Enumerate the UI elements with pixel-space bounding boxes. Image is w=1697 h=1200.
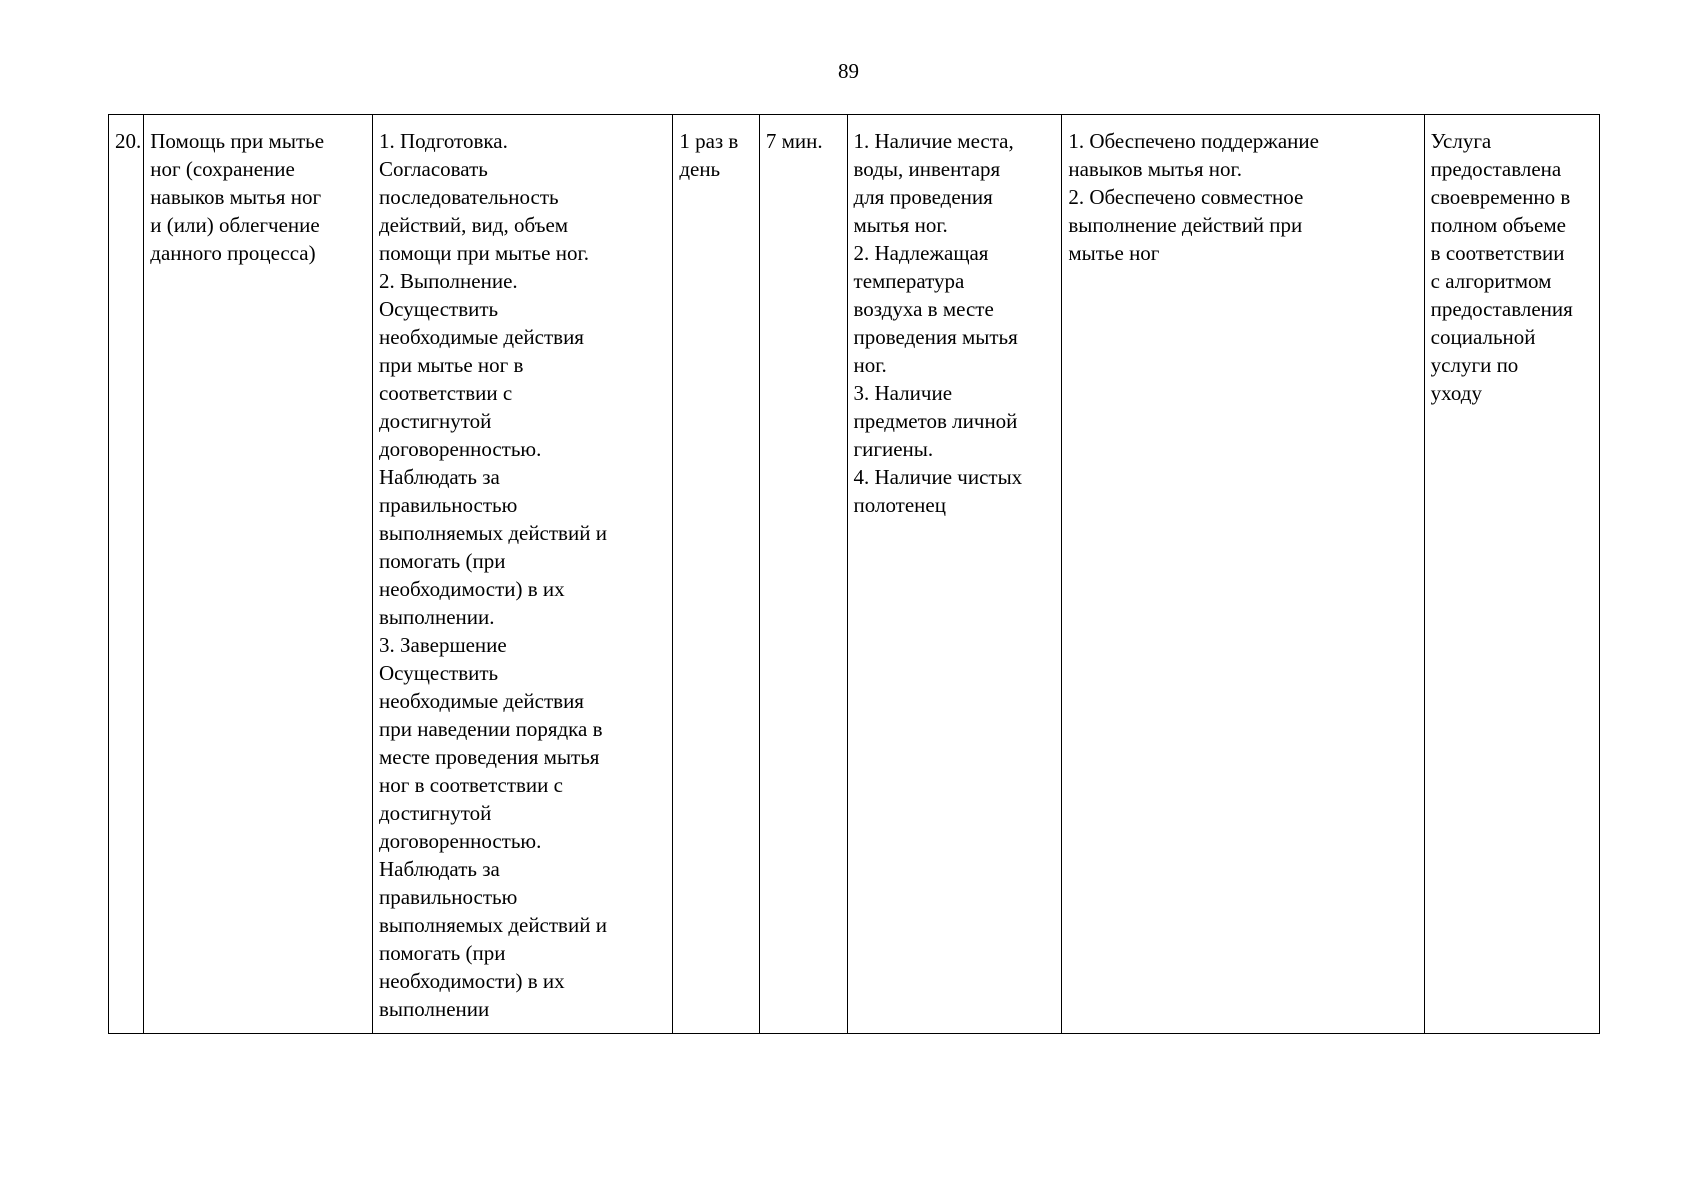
- actions-cell: [372, 115, 672, 1034]
- cell-text-line: гигиены.: [853, 437, 934, 461]
- cell-text-line: температура: [853, 269, 965, 293]
- cell-text-line: Согласовать: [378, 157, 488, 181]
- result-cell: [1062, 115, 1424, 1034]
- cell-text-line: при наведении порядка в: [378, 717, 603, 741]
- cell-text-line: договоренностью.: [378, 437, 542, 461]
- cell-text-line: навыков мытья ног.: [1068, 157, 1243, 181]
- frequency-cell: [673, 115, 760, 1034]
- cell-text-line: Осуществить: [378, 297, 499, 321]
- page-number: 89: [838, 59, 859, 83]
- cell-text-line: для проведения: [853, 185, 993, 209]
- cell-text-line: необходимые действия: [378, 689, 584, 713]
- cell-text-line: достигнутой: [378, 801, 492, 825]
- cell-text-line: выполняемых действий и: [378, 913, 607, 937]
- cell-text-line: мытья ног.: [853, 213, 948, 237]
- cell-text-line: последовательность: [378, 185, 559, 209]
- cell-text-line: выполняемых действий и: [378, 521, 607, 545]
- cell-text-line: действий, вид, объем: [378, 213, 569, 237]
- cell-text-line: 7 мин.: [765, 129, 823, 153]
- cell-text-line: помогать (при: [378, 549, 506, 573]
- cell-text-line: услуги по: [1430, 353, 1519, 377]
- quality-cell: [1424, 115, 1599, 1034]
- cell-text-line: проведения мытья: [853, 325, 1018, 349]
- cell-text-line: 3. Наличие: [853, 381, 953, 405]
- cell-text-line: 2. Надлежащая: [853, 241, 989, 265]
- cell-text-line: 1. Обеспечено поддержание: [1068, 129, 1319, 153]
- cell-text-line: помощи при мытье ног.: [378, 241, 589, 265]
- cell-text-line: навыков мытья ног: [150, 185, 322, 209]
- cell-text-line: 4. Наличие чистых: [853, 465, 1023, 489]
- row-number-cell: [109, 115, 144, 1034]
- cell-text-line: 3. Завершение: [378, 633, 507, 657]
- cell-text-line: с алгоритмом: [1430, 269, 1552, 293]
- cell-text-line: предметов личной: [853, 409, 1018, 433]
- cell-text-line: выполнение действий при: [1068, 213, 1303, 237]
- table-row: [109, 115, 1600, 1034]
- cell-text-line: 1. Подготовка.: [378, 129, 508, 153]
- cell-text-line: Услуга: [1430, 129, 1492, 153]
- cell-text-line: в соответствии: [1430, 241, 1565, 265]
- cell-text-line: воды, инвентаря: [853, 157, 1001, 181]
- cell-text-line: социальной: [1430, 325, 1536, 349]
- cell-text-line: при мытье ног в: [378, 353, 524, 377]
- cell-text-line: предоставления: [1430, 297, 1573, 321]
- cell-text-line: ног (сохранение: [150, 157, 295, 181]
- cell-text-line: ног в соответствии с: [378, 773, 563, 797]
- cell-text-line: правильностью: [378, 493, 518, 517]
- cell-text-line: 1 раз в: [679, 129, 739, 153]
- cell-text-line: необходимости) в их: [378, 969, 565, 993]
- cell-text-line: месте проведения мытья: [378, 745, 600, 769]
- cell-text-line: 2. Обеспечено совместное: [1068, 185, 1304, 209]
- cell-text-line: необходимые действия: [378, 325, 584, 349]
- cell-text-line: предоставлена: [1430, 157, 1562, 181]
- conditions-cell: [847, 115, 1062, 1034]
- cell-text-line: необходимости) в их: [378, 577, 565, 601]
- cell-text-line: день: [679, 157, 721, 181]
- cell-text-line: Наблюдать за: [378, 857, 500, 881]
- cell-text-line: уходу: [1430, 381, 1482, 405]
- cell-text-line: Наблюдать за: [378, 465, 500, 489]
- cell-text-line: достигнутой: [378, 409, 492, 433]
- cell-text-line: помогать (при: [378, 941, 506, 965]
- cell-text-line: воздуха в месте: [853, 297, 994, 321]
- cell-text-line: своевременно в: [1430, 185, 1571, 209]
- cell-text-line: Помощь при мытье: [150, 129, 325, 153]
- duration-cell: [759, 115, 847, 1034]
- service-name-cell: [144, 115, 373, 1034]
- cell-text-line: выполнении: [378, 997, 490, 1021]
- service-table: [108, 114, 1600, 1034]
- cell-text-line: мытье ног: [1068, 241, 1160, 265]
- row-number: 20.: [115, 129, 142, 153]
- cell-text-line: данного процесса): [150, 241, 316, 265]
- cell-text-line: 1. Наличие места,: [853, 129, 1014, 153]
- cell-text-line: Осуществить: [378, 661, 499, 685]
- cell-text-line: договоренностью.: [378, 829, 542, 853]
- cell-text-line: правильностью: [378, 885, 518, 909]
- cell-text-line: и (или) облегчение: [150, 213, 320, 237]
- cell-text-line: соответствии с: [378, 381, 513, 405]
- cell-text-line: полотенец: [853, 493, 946, 517]
- cell-text-line: 2. Выполнение.: [378, 269, 518, 293]
- cell-text-line: ног.: [853, 353, 887, 377]
- cell-text-line: выполнении.: [378, 605, 495, 629]
- cell-text-line: полном объеме: [1430, 213, 1566, 237]
